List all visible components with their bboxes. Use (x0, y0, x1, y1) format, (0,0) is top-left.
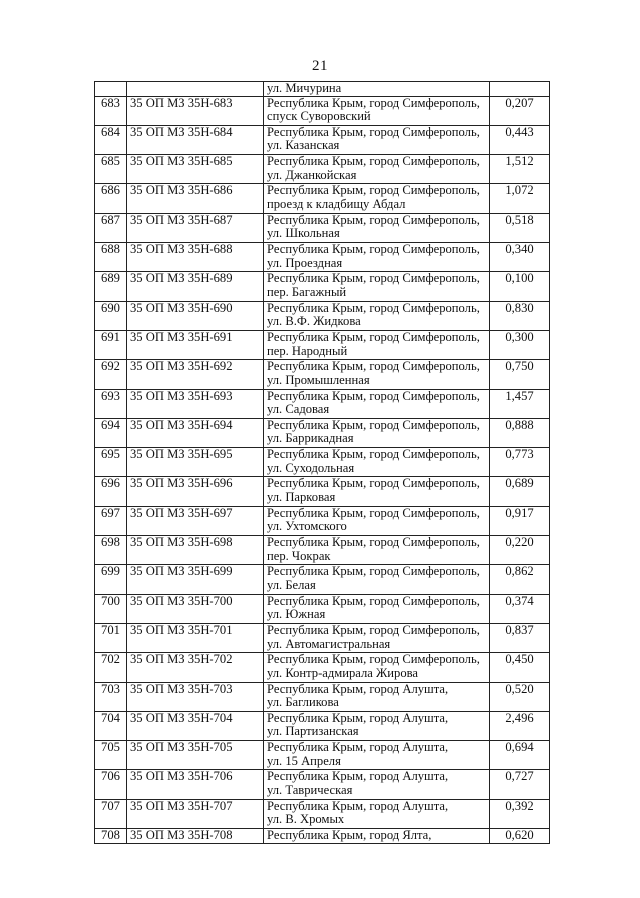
road-name-line: Республика Крым, город Симферополь, (267, 183, 480, 198)
table-row (95, 330, 550, 359)
road-name-cell (264, 565, 490, 594)
road-length-cell: 0,689 (490, 477, 550, 506)
road-name-line: ул. Белая (267, 577, 316, 592)
road-name-line: ул. Джанкойская (267, 167, 357, 182)
road-code-cell: 35 ОП МЗ 35Н-708 (127, 829, 264, 844)
row-number-cell: 685 (95, 155, 127, 184)
road-name-line: Республика Крым, город Симферополь, (267, 476, 480, 491)
road-code-cell: 35 ОП МЗ 35Н-704 (127, 711, 264, 740)
road-name-line: ул. Суходольная (267, 460, 355, 475)
road-name-line: пер. Народный (267, 343, 348, 358)
road-code-cell: 35 ОП МЗ 35Н-687 (127, 213, 264, 242)
road-name-line: Республика Крым, город Алушта, (267, 681, 449, 696)
road-name-cell (264, 536, 490, 565)
road-name-cell (264, 594, 490, 623)
row-number-cell (95, 82, 127, 97)
road-code-cell: 35 ОП МЗ 35Н-706 (127, 770, 264, 799)
road-name-line: Республика Крым, город Алушта, (267, 769, 449, 784)
road-name-line: Республика Крым, город Симферополь, (267, 124, 480, 139)
table-body (95, 82, 550, 844)
road-name-line: Республика Крым, город Симферополь, (267, 447, 480, 462)
row-number-cell: 698 (95, 536, 127, 565)
row-number-cell: 687 (95, 213, 127, 242)
road-name-line: пер. Чокрак (267, 548, 331, 563)
road-code-cell: 35 ОП МЗ 35Н-703 (127, 682, 264, 711)
row-number-cell: 689 (95, 272, 127, 301)
table-row (95, 155, 550, 184)
road-length-cell: 0,518 (490, 213, 550, 242)
road-name-cell (264, 125, 490, 154)
road-name-cell (264, 829, 490, 844)
road-name-line: Республика Крым, город Симферополь, (267, 329, 480, 344)
road-name-line: пер. Багажный (267, 284, 347, 299)
table-row (95, 213, 550, 242)
row-number-cell: 691 (95, 330, 127, 359)
road-name-line: ул. Таврическая (267, 783, 353, 798)
table-row (95, 653, 550, 682)
table-row (95, 184, 550, 213)
road-name-cell (264, 184, 490, 213)
row-number-cell: 705 (95, 741, 127, 770)
table-row (95, 770, 550, 799)
road-length-cell: 0,862 (490, 565, 550, 594)
road-name-line: ул. В.Ф. Жидкова (267, 314, 361, 329)
road-length-cell: 1,072 (490, 184, 550, 213)
road-name-cell (264, 770, 490, 799)
road-code-cell: 35 ОП МЗ 35Н-701 (127, 623, 264, 652)
road-name-cell (264, 506, 490, 535)
road-code-cell: 35 ОП МЗ 35Н-696 (127, 477, 264, 506)
row-number-cell: 694 (95, 418, 127, 447)
road-name-line: Республика Крым, город Симферополь, (267, 271, 480, 286)
road-code-cell: 35 ОП МЗ 35Н-692 (127, 360, 264, 389)
table-row (95, 272, 550, 301)
road-name-line: ул. Парковая (267, 490, 336, 505)
table-row (95, 711, 550, 740)
table-row (95, 594, 550, 623)
road-name-cell (264, 741, 490, 770)
row-number-cell: 704 (95, 711, 127, 740)
table-row (95, 741, 550, 770)
road-name-line: Республика Крым, город Симферополь, (267, 359, 480, 374)
row-number-cell: 686 (95, 184, 127, 213)
table-row (95, 389, 550, 418)
road-name-cell (264, 653, 490, 682)
road-name-cell (264, 360, 490, 389)
road-code-cell: 35 ОП МЗ 35Н-695 (127, 448, 264, 477)
row-number-cell: 697 (95, 506, 127, 535)
road-code-cell: 35 ОП МЗ 35Н-689 (127, 272, 264, 301)
road-name-line: Республика Крым, город Симферополь, (267, 212, 480, 227)
road-name-cell (264, 213, 490, 242)
road-name-line: Республика Крым, город Симферополь, (267, 95, 480, 110)
road-code-cell: 35 ОП МЗ 35Н-707 (127, 799, 264, 828)
road-code-cell: 35 ОП МЗ 35Н-685 (127, 155, 264, 184)
road-code-cell: 35 ОП МЗ 35Н-694 (127, 418, 264, 447)
road-code-cell: 35 ОП МЗ 35Н-688 (127, 243, 264, 272)
road-name-cell (264, 799, 490, 828)
road-name-line: ул. 15 Апреля (267, 753, 341, 768)
road-name-line: спуск Суворовский (267, 109, 371, 124)
road-name-line: Республика Крым, город Симферополь, (267, 535, 480, 550)
road-name-line: ул. Мичурина (267, 81, 342, 95)
road-name-line: ул. В. Хромых (267, 812, 345, 827)
row-number-cell: 692 (95, 360, 127, 389)
road-name-line: Республика Крым, город Симферополь, (267, 388, 480, 403)
road-length-cell: 2,496 (490, 711, 550, 740)
road-length-cell: 0,392 (490, 799, 550, 828)
road-code-cell: 35 ОП МЗ 35Н-698 (127, 536, 264, 565)
road-name-cell (264, 389, 490, 418)
road-length-cell: 1,512 (490, 155, 550, 184)
road-length-cell (490, 82, 550, 97)
table-row (95, 506, 550, 535)
road-code-cell: 35 ОП МЗ 35Н-684 (127, 125, 264, 154)
table-row (95, 477, 550, 506)
row-number-cell: 695 (95, 448, 127, 477)
table-row (95, 565, 550, 594)
row-number-cell: 690 (95, 301, 127, 330)
road-name-cell (264, 711, 490, 740)
row-number-cell: 693 (95, 389, 127, 418)
road-name-line: Республика Крым, город Симферополь, (267, 505, 480, 520)
road-code-cell (127, 82, 264, 97)
road-length-cell: 0,207 (490, 96, 550, 125)
road-code-cell: 35 ОП МЗ 35Н-705 (127, 741, 264, 770)
road-name-line: Республика Крым, город Симферополь, (267, 300, 480, 315)
table-row (95, 125, 550, 154)
road-name-cell (264, 272, 490, 301)
road-name-line: Республика Крым, город Симферополь, (267, 564, 480, 579)
road-code-cell: 35 ОП МЗ 35Н-686 (127, 184, 264, 213)
road-name-line: Республика Крым, город Симферополь, (267, 593, 480, 608)
row-number-cell: 699 (95, 565, 127, 594)
road-name-line: Республика Крым, город Симферополь, (267, 652, 480, 667)
table-row (95, 536, 550, 565)
table-row (95, 301, 550, 330)
row-number-cell: 683 (95, 96, 127, 125)
road-name-line: ул. Садовая (267, 402, 330, 417)
table-row (95, 418, 550, 447)
roads-table (94, 81, 550, 844)
table-row (95, 360, 550, 389)
road-name-line: Республика Крым, город Алушта, (267, 710, 449, 725)
road-name-cell (264, 330, 490, 359)
road-name-cell (264, 448, 490, 477)
road-length-cell: 0,917 (490, 506, 550, 535)
road-name-line: ул. Южная (267, 607, 326, 622)
table-row (95, 623, 550, 652)
road-name-line: ул. Партизанская (267, 724, 359, 739)
road-length-cell: 0,620 (490, 829, 550, 844)
road-length-cell: 0,888 (490, 418, 550, 447)
table-row (95, 829, 550, 844)
road-length-cell: 0,220 (490, 536, 550, 565)
road-name-cell (264, 243, 490, 272)
road-name-line: ул. Багликова (267, 695, 339, 710)
road-name-cell (264, 301, 490, 330)
road-length-cell: 0,300 (490, 330, 550, 359)
table-row (95, 799, 550, 828)
road-length-cell: 1,457 (490, 389, 550, 418)
road-code-cell: 35 ОП МЗ 35Н-693 (127, 389, 264, 418)
row-number-cell: 700 (95, 594, 127, 623)
road-code-cell: 35 ОП МЗ 35Н-699 (127, 565, 264, 594)
road-name-cell (264, 418, 490, 447)
road-name-line: ул. Проездная (267, 255, 343, 270)
row-number-cell: 684 (95, 125, 127, 154)
road-name-cell (264, 623, 490, 652)
road-name-line: ул. Контр-адмирала Жирова (267, 665, 418, 680)
row-number-cell: 703 (95, 682, 127, 711)
table-row (95, 243, 550, 272)
road-length-cell: 0,773 (490, 448, 550, 477)
table-row (95, 96, 550, 125)
road-name-cell (264, 682, 490, 711)
road-name-cell (264, 82, 490, 97)
road-length-cell: 0,450 (490, 653, 550, 682)
table-row (95, 448, 550, 477)
road-code-cell: 35 ОП МЗ 35Н-683 (127, 96, 264, 125)
road-name-cell (264, 96, 490, 125)
road-name-line: ул. Казанская (267, 138, 340, 153)
road-name-cell (264, 477, 490, 506)
row-number-cell: 702 (95, 653, 127, 682)
road-length-cell: 0,727 (490, 770, 550, 799)
road-length-cell: 0,100 (490, 272, 550, 301)
page-number: 21 (312, 58, 328, 74)
road-name-line: ул. Промышленная (267, 372, 370, 387)
row-number-cell: 707 (95, 799, 127, 828)
row-number-cell: 688 (95, 243, 127, 272)
road-name-line: ул. Школьная (267, 226, 340, 241)
road-name-line: Республика Крым, город Алушта, (267, 740, 449, 755)
row-number-cell: 701 (95, 623, 127, 652)
road-length-cell: 0,830 (490, 301, 550, 330)
road-name-line: Республика Крым, город Ялта, (267, 828, 432, 843)
road-length-cell: 0,340 (490, 243, 550, 272)
road-name-cell (264, 155, 490, 184)
road-code-cell: 35 ОП МЗ 35Н-691 (127, 330, 264, 359)
road-name-line: Республика Крым, город Алушта, (267, 798, 449, 813)
table-row-continuation (95, 82, 550, 97)
road-name-line: проезд к кладбищу Абдал (267, 197, 406, 212)
road-length-cell: 0,694 (490, 741, 550, 770)
road-length-cell: 0,374 (490, 594, 550, 623)
road-code-cell: 35 ОП МЗ 35Н-702 (127, 653, 264, 682)
road-name-line: ул. Ухтомского (267, 519, 347, 534)
table-row (95, 682, 550, 711)
row-number-cell: 696 (95, 477, 127, 506)
road-length-cell: 0,837 (490, 623, 550, 652)
road-length-cell: 0,750 (490, 360, 550, 389)
road-name-line: Республика Крым, город Симферополь, (267, 417, 480, 432)
road-code-cell: 35 ОП МЗ 35Н-697 (127, 506, 264, 535)
road-name-line: Республика Крым, город Симферополь, (267, 242, 480, 257)
road-name-line: Республика Крым, город Симферополь, (267, 622, 480, 637)
row-number-cell: 708 (95, 829, 127, 844)
road-name-line: ул. Автомагистральная (267, 636, 391, 651)
road-code-cell: 35 ОП МЗ 35Н-690 (127, 301, 264, 330)
road-length-cell: 0,443 (490, 125, 550, 154)
row-number-cell: 706 (95, 770, 127, 799)
road-code-cell: 35 ОП МЗ 35Н-700 (127, 594, 264, 623)
road-length-cell: 0,520 (490, 682, 550, 711)
road-name-line: Республика Крым, город Симферополь, (267, 154, 480, 169)
road-name-line: ул. Баррикадная (267, 431, 354, 446)
